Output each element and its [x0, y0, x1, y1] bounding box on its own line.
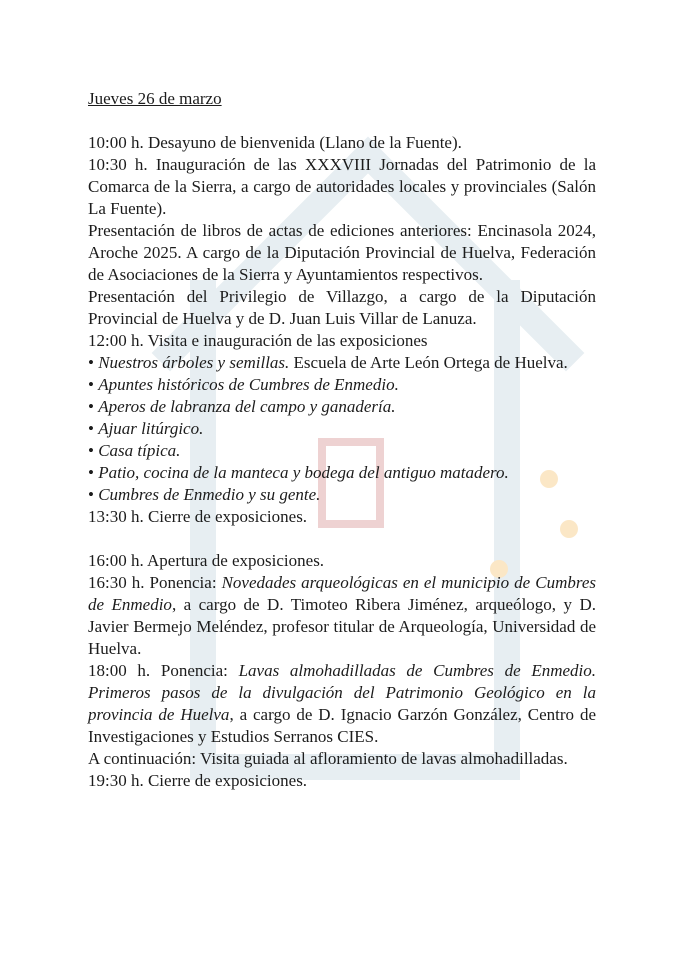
entry-title-italic: Nuestros árboles y semillas. — [98, 353, 290, 372]
entry-title-italic: Aperos de labranza del campo y ganadería. — [98, 397, 396, 416]
entry-text: Presentación de libros de actas de ediciones anteriores: Encinasola 2024, Aroche 2025. A cargo de la Diputación Provincial de Huelva, Federación de Asociaciones de la Sierra y Ayuntamientos respectivos. — [88, 221, 596, 284]
entry-text: , a cargo de D. Ignacio Garzón González, Centro de Investigaciones y Estudios Serranos CIES. — [88, 705, 596, 746]
entry-title-italic: Lavas almohadilladas de Cumbres de Enmedio. Primeros pasos de la divulgación del Patrimonio Geológico en la provincia de Huelva — [88, 661, 596, 724]
schedule-entry — [88, 154, 596, 220]
entry-title-italic: Ajuar litúrgico. — [98, 419, 204, 438]
entry-text: 13:30 h. Cierre de exposiciones. — [88, 507, 308, 526]
spacer — [88, 528, 596, 550]
entry-text: 10:00 h. Desayuno de bienvenida (Llano de la Fuente). — [88, 133, 462, 152]
entry-text: 16:30 h. Ponencia: — [88, 573, 222, 592]
schedule-entry — [88, 396, 596, 418]
entry-text: • — [88, 485, 99, 504]
schedule-entry — [88, 374, 596, 396]
entry-text: Presentación del Privilegio de Villazgo, a cargo de la Diputación Provincial de Huelva y de D. Juan Luis Villar de Lanuza. — [88, 287, 596, 328]
schedule-entry — [88, 748, 596, 770]
schedule-entry — [88, 330, 596, 352]
entry-text: Escuela de Arte León Ortega de Huelva. — [289, 353, 568, 372]
entry-text: • — [88, 397, 99, 416]
schedule-entry — [88, 418, 596, 440]
morning-schedule — [88, 132, 596, 528]
schedule-entry — [88, 132, 596, 154]
schedule-entry — [88, 352, 596, 374]
entry-text: , a cargo de D. Timoteo Ribera Jiménez, arqueólogo, y D. Javier Bermejo Meléndez, profesor titular de Arqueología, Universidad de Huelva. — [88, 595, 596, 658]
entry-text: 18:00 h. Ponencia: — [88, 661, 239, 680]
schedule-entry — [88, 660, 596, 748]
entry-title-italic: Cumbres de Enmedio y su gente. — [98, 485, 321, 504]
entry-text: • — [88, 419, 99, 438]
entry-title-italic: Patio, cocina de la manteca y bodega del antiguo matadero. — [98, 463, 509, 482]
entry-title-italic: Apuntes históricos de Cumbres de Enmedio. — [98, 375, 399, 394]
schedule-entry — [88, 506, 596, 528]
entry-text: A continuación: Visita guiada al afloramiento de lavas almohadilladas. — [88, 749, 568, 768]
entry-text: • — [88, 463, 99, 482]
afternoon-schedule — [88, 550, 596, 792]
entry-text: 12:00 h. Visita e inauguración de las exposiciones — [88, 331, 428, 350]
entry-title-italic: Novedades arqueológicas en el municipio de Cumbres de Enmedio — [88, 573, 596, 614]
entry-text: • — [88, 375, 99, 394]
schedule-entry — [88, 440, 596, 462]
entry-text: 16:00 h. Apertura de exposiciones. — [88, 551, 325, 570]
entry-text: 10:30 h. Inauguración de las XXXVIII Jornadas del Patrimonio de la Comarca de la Sierra, a cargo de autoridades locales y provinciales (Salón La Fuente). — [88, 155, 596, 218]
entry-title-italic: Casa típica. — [98, 441, 181, 460]
schedule-entry — [88, 770, 596, 792]
schedule-entry — [88, 572, 596, 660]
schedule-entry — [88, 286, 596, 330]
program-content — [88, 88, 596, 792]
schedule-entry — [88, 462, 596, 484]
entry-text: • — [88, 353, 99, 372]
day-heading: Jueves 26 de marzo — [88, 89, 222, 108]
schedule-entry — [88, 550, 596, 572]
schedule-entry — [88, 220, 596, 286]
entry-text: • — [88, 441, 99, 460]
spacer — [88, 110, 596, 132]
schedule-entry — [88, 484, 596, 506]
entry-text: 19:30 h. Cierre de exposiciones. — [88, 771, 308, 790]
